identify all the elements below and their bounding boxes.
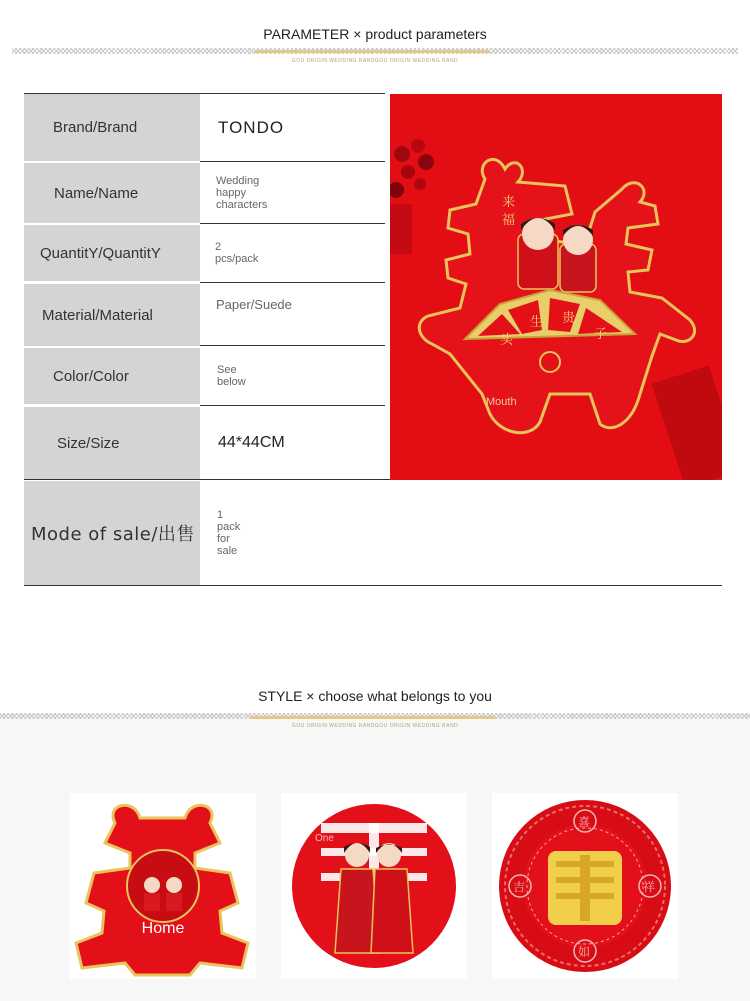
param-label: Material/Material bbox=[24, 284, 200, 346]
style-2-illustration bbox=[281, 793, 467, 979]
style-3-char: 祥 bbox=[643, 880, 656, 894]
style-3-char: 如 bbox=[578, 945, 591, 959]
product-hero-image bbox=[390, 94, 722, 480]
param-label: Name/Name bbox=[24, 163, 200, 223]
corner-char: 福 bbox=[502, 213, 516, 228]
param-label: Color/Color bbox=[24, 348, 200, 404]
table-rule bbox=[200, 345, 385, 346]
mouth-label: Mouth bbox=[486, 396, 517, 408]
fan-char: 贵 bbox=[562, 311, 576, 326]
param-value: 1 pack for sale bbox=[217, 509, 241, 557]
parameter-gold-bar bbox=[254, 50, 490, 53]
style-card-3[interactable] bbox=[492, 793, 678, 979]
param-label: Brand/Brand bbox=[24, 94, 200, 161]
style-section-title: STYLE × choose what belongs to you bbox=[258, 688, 492, 704]
table-rule bbox=[200, 161, 385, 162]
param-value: 2 pcs/pack bbox=[215, 241, 259, 265]
fan-char: 生 bbox=[530, 315, 544, 330]
table-rule bbox=[24, 479, 390, 480]
double-happiness-illustration bbox=[390, 94, 722, 480]
style-3-char: 喜 bbox=[578, 815, 591, 829]
style-3-char: 吉 bbox=[513, 880, 526, 894]
style-gold-bar bbox=[250, 716, 495, 719]
param-value: Wedding happy characters bbox=[216, 175, 268, 211]
style-card-1[interactable] bbox=[70, 793, 256, 979]
param-value: 44*44CM bbox=[218, 434, 285, 451]
corner-char: 来 bbox=[502, 195, 516, 210]
parameter-subcaption: GOU ORIGIN WEDDING RANDGOU ORIGIN WEDDING RAND bbox=[291, 58, 459, 64]
table-rule bbox=[200, 282, 385, 283]
param-value: Paper/Suede bbox=[216, 296, 292, 312]
fan-char: 头 bbox=[500, 333, 514, 348]
table-rule bbox=[200, 223, 385, 224]
style-subcaption: GOU ORIGIN WEDDING RANDGOU ORIGIN WEDDING RAND bbox=[291, 723, 459, 729]
style-3-illustration bbox=[492, 793, 678, 979]
style-1-illustration bbox=[70, 793, 256, 979]
card-overlay-text: One bbox=[315, 833, 334, 844]
param-label: Mode of sale/出售 bbox=[24, 481, 200, 585]
parameter-section-title: PARAMETER × product parameters bbox=[263, 26, 487, 42]
param-label: Size/Size bbox=[24, 407, 200, 479]
table-rule bbox=[200, 405, 385, 406]
param-label: QuantitY/QuantitY bbox=[24, 225, 200, 281]
style-card-2[interactable] bbox=[281, 793, 467, 979]
card-overlay-text: Home bbox=[141, 920, 185, 937]
param-value: See below bbox=[217, 364, 246, 388]
table-rule bbox=[24, 585, 722, 586]
fan-char: 子 bbox=[594, 327, 608, 342]
param-value: TONDO bbox=[218, 117, 285, 137]
